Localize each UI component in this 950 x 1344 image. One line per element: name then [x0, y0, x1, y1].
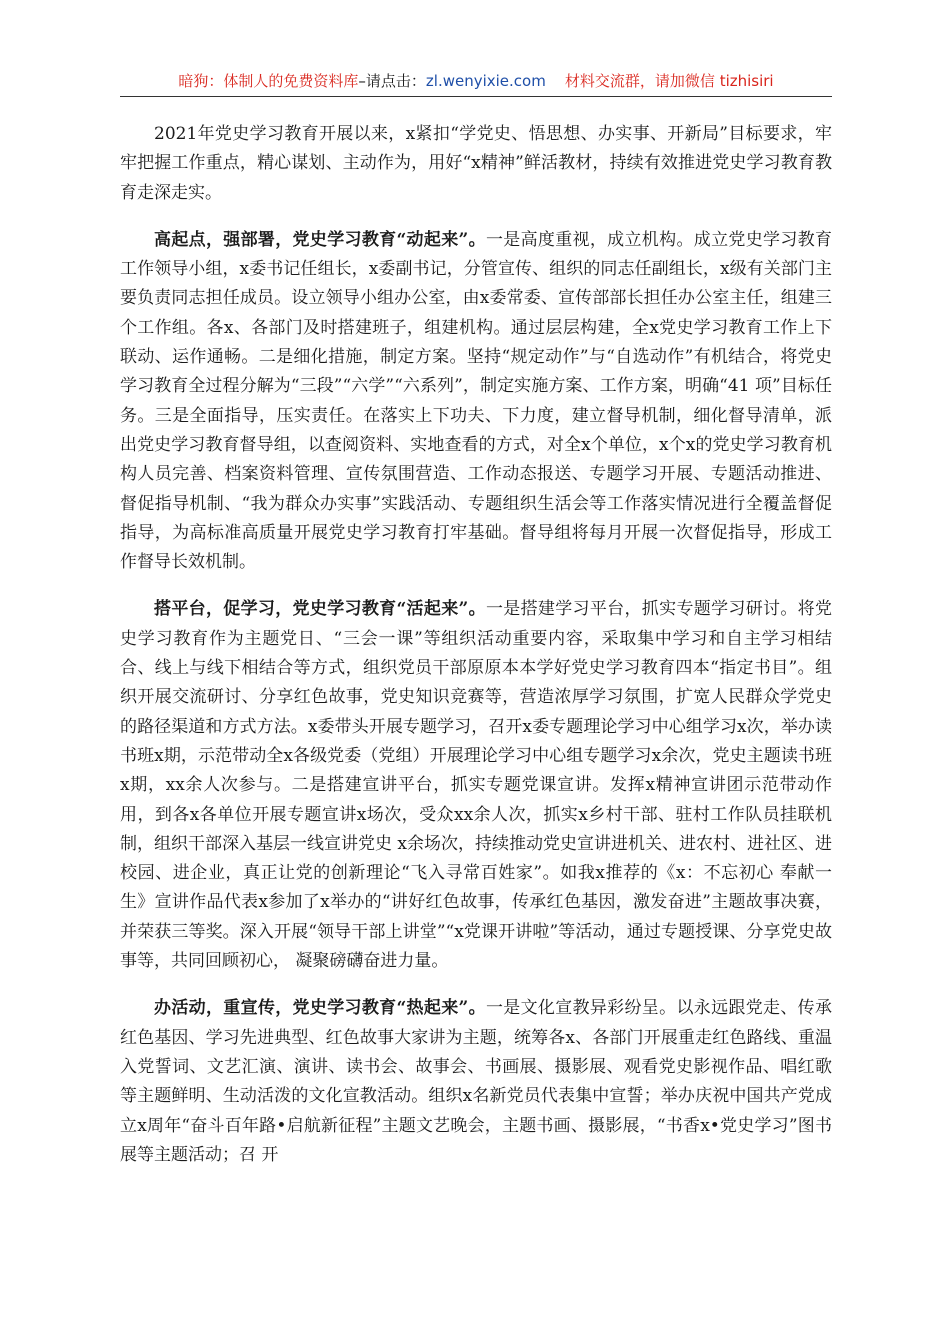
- header-divider: [120, 96, 832, 97]
- paragraph-lead: 高起点，强部署，党史学习教育“动起来”。: [154, 229, 486, 250]
- header-link[interactable]: zl.wenyixie.com: [425, 72, 546, 90]
- header-group-info: 材料交流群，请加微信 tizhisiri: [564, 72, 774, 90]
- paragraph-lead: 办活动，重宣传，党史学习教育“热起来”。: [154, 998, 486, 1019]
- paragraph-intro: [120, 120, 832, 208]
- paragraph-study-platform: [120, 595, 832, 976]
- paragraph-text: 一是高度重视，成立机构。成立党史学习教育工作领导小组，x委书记任组长，x委副书记，分管宣传、组织的同志任副组长，x级有关部门主要负责同志担任成员。设立领导小组办公室，由x委常委、宣传部部长担任办公室主任，组建三个工作组。各x、各部门及时搭建班子，组建机构。通过层层构建，全x党史学习教育工作上下联动、运作通畅。二是细化措施，制定方案。坚持“规定动作”与“自选动作”有机结合，将党史学习教育全过程分解为“三段”“六学”“六系列”，制定实施方案、工作方案，明确“41 项”目标任务。三是全面指导，压实责任。在落实上下功夫、下力度，建立督导机制，细化督导清单，派出党史学习教育督导组，以查阅资料、实地查看的方式，对全x个单位，x个x的党史学习教育机构人员完善、档案资料管理、宣传氛围营造、工作动态报送、专题学习开展、专题活动推进、督促指导机制、“我为群众办实事”实践活动、专题组织生活会等工作落实情况进行全覆盖督促指导，为高标准高质量开展党史学习教育打牢基础。督导组将每月开展一次督促指导，形成工作督导长效机制。: [120, 229, 832, 573]
- header-brand: 暗狗：体制人的免费资料库: [178, 72, 359, 90]
- page-header: [120, 68, 832, 94]
- header-click-prefix: –请点击：: [358, 72, 426, 90]
- paragraph-text: 一是搭建学习平台，抓实专题学习研讨。将党史学习教育作为主题党日、“三会一课”等组织活动重要内容，采取集中学习和自主学习相结合、线上与线下相结合等方式，组织党员干部原原本本学好党史学习教育四本“指定书目”。组织开展交流研讨、分享红色故事，党史知识竞赛等，营造浓厚学习氛围，扩宽人民群众学党史的路径渠道和方式方法。x委带头开展专题学习，召开x委专题理论学习中心组学习x次，举办读书班x期，示范带动全x各级党委（党组）开展理论学习中心组专题学习x余次，党史主题读书班x期，xx余人次参与。二是搭建宣讲平台，抓实专题党课宣讲。发挥x精神宣讲团示范带动作用，到各x各单位开展专题宣讲x场次，受众xx余人次，抓实x乡村干部、驻村工作队员挂联机制，组织干部深入基层一线宣讲党史 x余场次，持续推动党史宣讲进机关、进农村、进社区、进校园、进企业，真正让党的创新理论“飞入寻常百姓家”。如我x推荐的《x：不忘初心 奉献一生》宣讲作品代表x参加了x举办的“讲好红色故事，传承红色基因，激发奋进”主题故事决赛，并荣获三等奖。深入开展“领导干部上讲堂”“x党课开讲啦”等活动，通过专题授课、分享党史故事等，共同回顾初心， 凝聚磅礴奋进力量。: [120, 599, 832, 972]
- document-body: [120, 120, 832, 1188]
- paragraph-text: 2021年党史学习教育开展以来，x紧扣“学党史、悟思想、办实事、开新局”目标要求，牢牢把握工作重点，精心谋划、主动作为，用好“x精神”鲜活教材，持续有效推进党史学习教育教育走深走实。: [120, 124, 832, 203]
- paragraph-activities: [120, 994, 832, 1170]
- paragraph-text: 一是文化宣教异彩纷呈。以永远跟党走、传承红色基因、学习先进典型、红色故事大家讲为主题，统筹各x、各部门开展重走红色路线、重温入党誓词、文艺汇演、演讲、读书会、故事会、书画展、摄影展、观看党史影视作品、唱红歌等主题鲜明、生动活泼的文化宣教活动。组织x名新党员代表集中宣誓；举办庆祝中国共产党成立x周年“奋斗百年路•启航新征程”主题文艺晚会，主题书画、摄影展，“书香x•党史学习”图书展等主题活动；召 开: [120, 998, 832, 1165]
- paragraph-lead: 搭平台，促学习，党史学习教育“活起来”。: [154, 599, 486, 620]
- paragraph-deployment: [120, 226, 832, 578]
